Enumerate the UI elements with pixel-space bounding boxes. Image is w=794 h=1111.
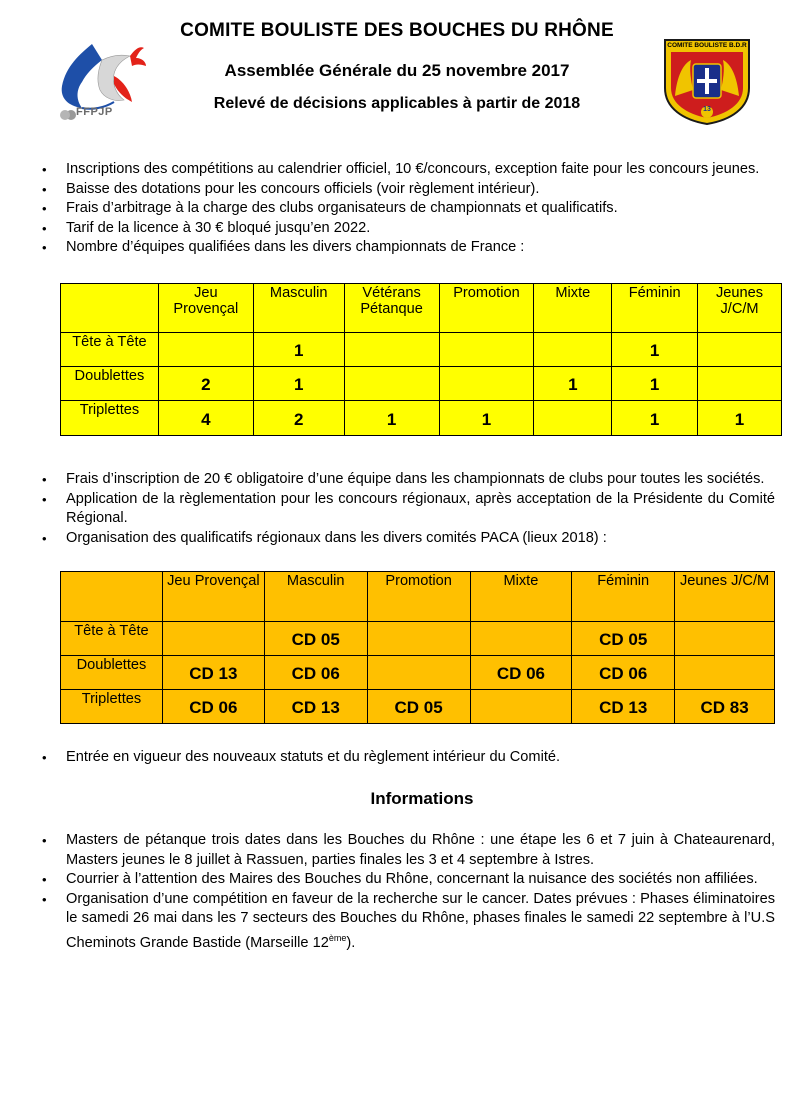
table-row: [61, 367, 782, 401]
crest-logo-number: 13: [703, 106, 711, 113]
list-item-text: Organisation des qualificatifs régionaux dans les divers comités PACA (lieux 2018) :: [66, 529, 607, 546]
table-header-cell: Jeunes J/C/M: [698, 284, 782, 333]
table-header-row: [61, 284, 782, 333]
table-cell: [675, 656, 775, 690]
list-item: [0, 199, 775, 219]
table-cell: CD 13: [572, 690, 675, 724]
list-item-text: Organisation d’une compétition en faveur de la recherche sur le cancer. Dates prévues : Phases éliminatoires le samedi 26 mai dans les 7 secteurs des Bouches du Rhône, phases finales le samedi 22 septembre à l’U.S Cheminots Grande Bastide (Marseille 12: [66, 890, 775, 951]
table-row: [61, 622, 775, 656]
table-cell: 2: [253, 401, 344, 436]
decisions-list-2: [0, 470, 775, 548]
list-item: [0, 890, 775, 953]
table-cell: CD 06: [470, 656, 572, 690]
decisions-list-1: [0, 160, 775, 258]
list-item-text: Application de la règlementation pour les concours régionaux, après acceptation de la Présidente du Comité Régional.: [66, 490, 775, 526]
table-cell: [698, 333, 782, 367]
row-label: Triplettes: [61, 690, 163, 724]
list-item: [0, 238, 775, 258]
table-row: [61, 333, 782, 367]
table-cell: [470, 690, 572, 724]
list-item: [0, 529, 775, 549]
qualified-teams-table: [60, 283, 782, 436]
table-cell: [162, 622, 264, 656]
list-item: [0, 219, 775, 239]
table-cell: 1: [344, 401, 439, 436]
table-header-cell: Masculin: [264, 572, 367, 622]
document-subtitle-decisions: Relevé de décisions applicables à partir de 2018: [213, 95, 581, 112]
table-cell: CD 05: [367, 690, 470, 724]
table-header-cell: Féminin: [572, 572, 675, 622]
table-cell: 1: [534, 367, 612, 401]
table-cell: CD 05: [572, 622, 675, 656]
table-cell: CD 06: [572, 656, 675, 690]
list-item: [0, 180, 775, 200]
table-row: [61, 656, 775, 690]
table-cell: 4: [158, 401, 253, 436]
table-cell: [344, 367, 439, 401]
informations-heading: Informations: [370, 789, 474, 808]
list-item: [0, 490, 775, 529]
table-cell: 1: [612, 333, 698, 367]
table-cell: 1: [698, 401, 782, 436]
table-cell: CD 83: [675, 690, 775, 724]
table-cell: CD 13: [264, 690, 367, 724]
table-cell: 2: [158, 367, 253, 401]
list-item-text: Frais d’inscription de 20 € obligatoire d’une équipe dans les championnats de clubs pour toutes les sociétés.: [66, 471, 765, 487]
list-item-text: Masters de pétanque trois dates dans les Bouches du Rhône : une étape les 6 et 7 juin à Chateaurenard, Masters jeunes le 8 juillet à Rassuen, parties finales les 3 et 4 septembre à Istres.: [66, 832, 775, 868]
document-title: COMITE BOULISTE DES BOUCHES DU RHÔNE: [180, 20, 614, 41]
table-cell: [439, 333, 534, 367]
table-cell: CD 13: [162, 656, 264, 690]
table-cell: [675, 622, 775, 656]
table-header-cell: Promotion: [367, 572, 470, 622]
table-header-cell: Promotion: [439, 284, 534, 333]
table-cell: [534, 401, 612, 436]
row-label: Tête à Tête: [61, 333, 159, 367]
list-item-text: Courrier à l’attention des Maires des Bouches du Rhône, concernant la nuisance des sociétés non affiliées.: [66, 871, 758, 887]
table-header-cell: Vétérans Pétanque: [344, 284, 439, 333]
ffpjp-logo: [52, 36, 152, 122]
regional-qualifiers-table: [60, 571, 775, 724]
table-header-cell: [61, 572, 163, 622]
informations-list: [0, 831, 775, 953]
table-cell: 1: [612, 367, 698, 401]
table-header-row: [61, 572, 775, 622]
table-header-cell: Jeu Provençal: [158, 284, 253, 333]
table-cell: CD 06: [162, 690, 264, 724]
list-item-tail: ).: [346, 934, 356, 951]
row-label: Doublettes: [61, 367, 159, 401]
table-cell: [158, 333, 253, 367]
table-cell: [439, 367, 534, 401]
list-item-text: Entrée en vigueur des nouveaux statuts et du règlement intérieur du Comité.: [66, 749, 561, 765]
list-item: [0, 870, 775, 890]
table-cell: [698, 367, 782, 401]
list-item-text: Nombre d’équipes qualifiées dans les divers championnats de France :: [66, 239, 525, 255]
comite-bouliste-crest-logo: [661, 36, 753, 126]
superscript: ème: [328, 932, 347, 943]
row-label: Tête à Tête: [61, 622, 163, 656]
table-cell: CD 05: [264, 622, 367, 656]
table-cell: [470, 622, 572, 656]
table-cell: CD 06: [264, 656, 367, 690]
list-item-text: Baisse des dotations pour les concours officiels (voir règlement intérieur).: [66, 180, 540, 197]
table-cell: [367, 622, 470, 656]
table-header-cell: [61, 284, 159, 333]
table-cell: 1: [612, 401, 698, 436]
table-header-cell: Jeu Provençal: [162, 572, 264, 622]
table-header-cell: Jeunes J/C/M: [675, 572, 775, 622]
row-label: Doublettes: [61, 656, 163, 690]
table-row: [61, 690, 775, 724]
list-item: [0, 470, 775, 490]
crest-logo-text: COMITE BOULISTE B.D.R: [667, 42, 747, 49]
list-item-text: Frais d’arbitrage à la charge des clubs organisateurs de championnats et qualificatifs.: [66, 200, 618, 216]
row-label: Triplettes: [61, 401, 159, 436]
table-cell: 1: [439, 401, 534, 436]
table-row: [61, 401, 782, 436]
table-header-cell: Féminin: [612, 284, 698, 333]
table-header-cell: Mixte: [534, 284, 612, 333]
ffpjp-logo-text: FFPJP: [76, 106, 113, 118]
table-header-cell: Mixte: [470, 572, 572, 622]
list-item: [0, 160, 775, 180]
table-cell: [344, 333, 439, 367]
table-cell: [367, 656, 470, 690]
list-item: [0, 748, 775, 768]
decisions-list-3: [0, 748, 775, 768]
table-header-cell: Masculin: [253, 284, 344, 333]
list-item: [0, 831, 775, 870]
table-cell: 1: [253, 333, 344, 367]
table-cell: [534, 333, 612, 367]
document-subtitle: Assemblée Générale du 25 novembre 2017: [224, 61, 570, 80]
table-cell: 1: [253, 367, 344, 401]
list-item-text: Inscriptions des compétitions au calendrier officiel, 10 €/concours, exception faite pour les concours jeunes.: [66, 161, 760, 177]
list-item-text: Tarif de la licence à 30 € bloqué jusqu’en 2022.: [66, 219, 371, 236]
